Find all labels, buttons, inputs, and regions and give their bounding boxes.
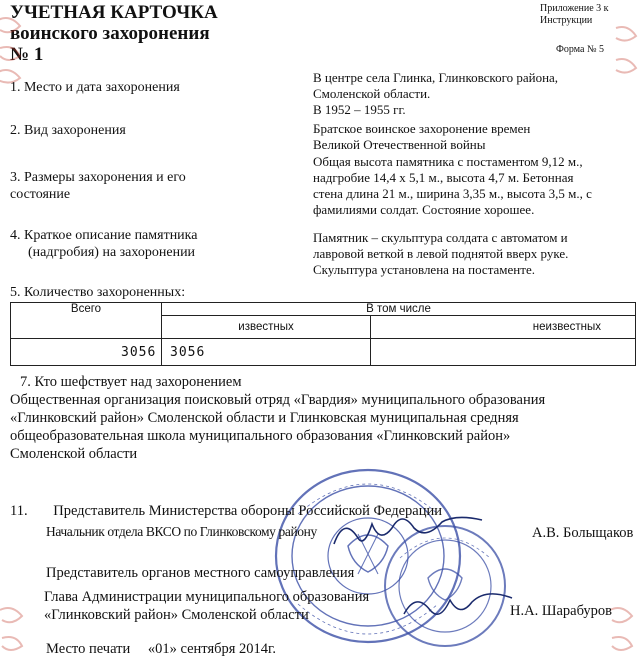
known-value: 3056 [162,339,371,366]
watermark-bottom-left-icon [0,600,30,660]
buried-count-table [10,302,636,366]
card-title: УЧЕТНАЯ КАРТОЧКА воинского захоронения № 1 [10,2,218,65]
appendix-note: Приложение 3 к Инструкции [540,3,609,26]
local-representative: Представитель органов местного самоуправления [46,565,355,581]
field-burial-type-value: Братское воинское захоронение времен Великой Отечественной войны [313,121,531,152]
patron-line: «Глинковский район» Смоленской области и Глинковская муниципальная средняя [10,410,519,426]
mo-name: А.В. Болыщаков [532,525,634,541]
field-burial-size-label: 3. Размеры захоронения и его состояние [10,170,186,202]
patron-line: Смоленской области [10,446,138,462]
sign-date: «01» сентября 2014г. [147,641,276,657]
col-unknown-header: неизвестных [371,316,636,339]
patron-label: 7. Кто шефствует над захоронением [20,374,242,390]
local-name: Н.А. Шарабуров [510,603,612,619]
form-number: Форма № 5 [556,44,604,55]
seal-place-line [46,640,276,658]
field-burial-place-label: 1. Место и дата захоронения [10,80,180,95]
signature-mo-icon [330,514,490,554]
patron-line: Общественная организация поисковый отряд «Гвардия» муниципального образования [10,392,546,408]
col-including-header: В том числе [162,303,636,316]
field-burial-place-value: В центре села Глинка, Глинковского района, Смоленской области. В 1952 – 1955 гг. [313,70,559,117]
mo-position: Начальник отдела ВКСО по Глинковскому району [46,524,317,539]
patron-line: общеобразовательная школа муниципального образования «Глинковский район» [10,428,511,444]
field-burial-type-label: 2. Вид захоронения [10,123,126,138]
patron-section [10,373,545,463]
mo-representative: 11. Представитель Министерства обороны Российской Федерации [10,503,442,519]
field-monument-label: 4. Краткое описание памятника (надгробия) на захоронении [10,228,198,260]
signature-local-icon [400,588,520,622]
total-value: 3056 [11,339,162,366]
col-total-header: Всего [11,303,162,339]
unknown-value [371,339,636,366]
field-monument-value: Памятник – скульптура солдата с автоматом и лавровой веткой в левой поднятой вверх руке. Скульптура установлена на постаменте. [313,230,569,277]
seal-place-label: Место печати [46,641,131,657]
col-known-header: известных [162,316,371,339]
local-position: Глава Администрации муниципального образования «Глинковский район» Смоленской области [44,589,370,623]
watermark-left-icon [0,10,28,90]
buried-count-label: 5. Количество захороненных: [10,285,186,300]
field-burial-size-value: Общая высота памятника с постаментом 9,12 м., надгробие 14,4 х 5,1 м., высота 4,7 м. Бетонная стена длина 21 м., ширина 3,35 м., высота 3,5 м., с фамилиями солдат. Состояние хорошее. [313,154,592,217]
